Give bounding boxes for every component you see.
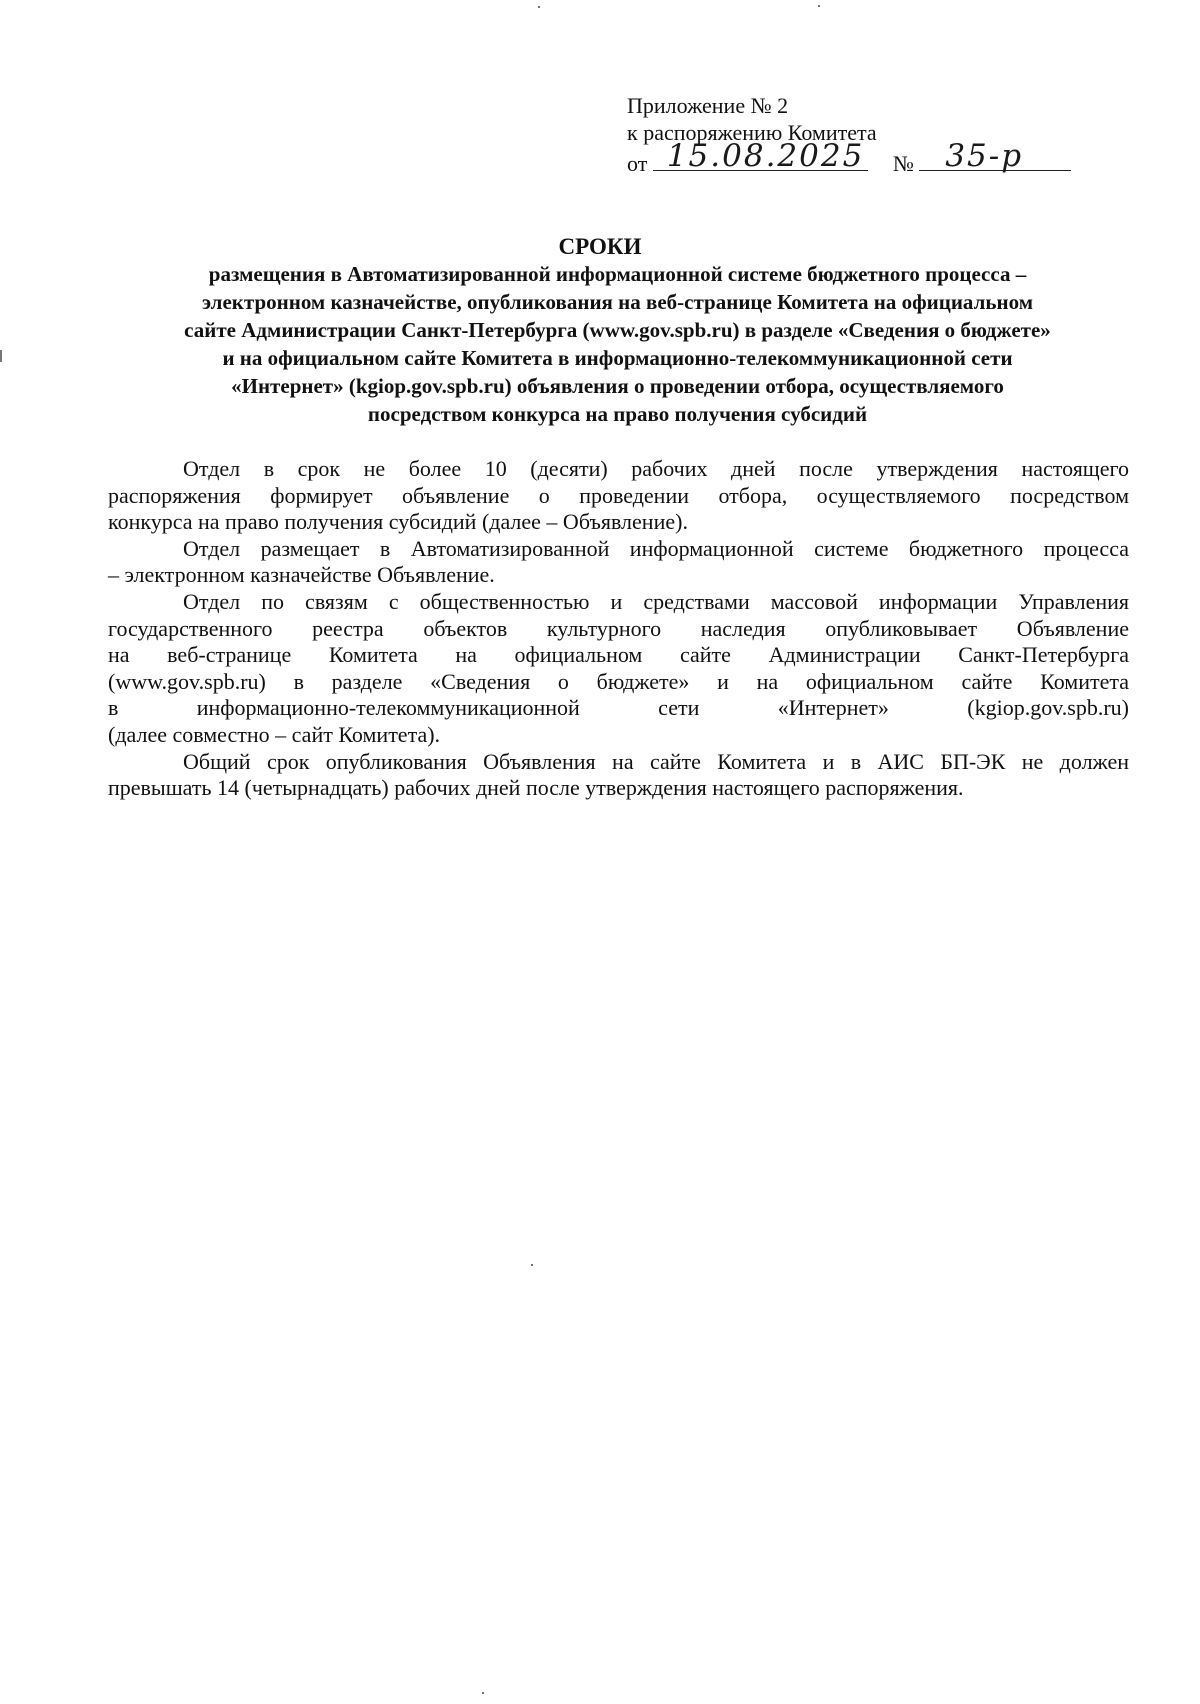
paragraph-line: Отдел в срок не более 10 (десяти) рабочих дней после утверждения настоящего [183,456,1129,481]
subtitle-line: сайте Администрации Санкт-Петербурга (www.gov.spb.ru) в разделе «Сведения о бюджете» [184,318,1051,342]
appendix-number: Приложение № 2 [627,93,789,118]
paragraph-line: превышать 14 (четырнадцать) рабочих дней после утверждения настоящего распоряжения. [108,775,964,801]
handwritten-number: 35-р [945,138,1024,174]
paragraph-placement [108,536,1129,589]
appendix-header [627,92,1097,177]
document-subtitle [100,260,1135,428]
date-prefix: от [627,151,648,176]
paragraph-line: (www.gov.spb.ru) в разделе «Сведения о бюджете» и на официальном сайте Комитета [108,668,1129,694]
paragraph-line: Отдел размещает в Автоматизированной информационной системе бюджетного процесса [183,535,1129,561]
appendix-reference: к распоряжению Комитета [627,120,877,145]
paragraph-deadline [108,749,1129,802]
document-title: СРОКИ [558,234,642,259]
subtitle-line: размещения в Автоматизированной информационной системе бюджетного процесса – [208,262,1027,286]
scan-speck [538,6,540,8]
paragraph-publication [108,589,1129,749]
subtitle-line: «Интернет» (kgiop.gov.spb.ru) объявления о проведении отбора, осуществляемого [231,374,1004,398]
scan-edge-mark [0,350,2,362]
date-field [653,138,868,174]
paragraph-line: распоряжения формирует объявление о проведении отбора, осуществляемого посредством [108,482,1129,508]
subtitle-line: электронном казначействе, опубликования на веб-странице Комитета на официальном [201,290,1034,314]
paragraph-line: на веб-странице Комитета на официальном сайте Администрации Санкт-Петербурга [108,642,1129,668]
paragraph-line: конкурса на право получения субсидий (далее – Объявление). [108,509,688,535]
paragraph-preparation [108,456,1129,536]
subtitle-line: и на официальном сайте Комитета в информационно-телекоммуникационной сети [222,346,1013,370]
document-body [108,456,1129,802]
number-prefix: № [892,151,914,176]
scan-speck [818,5,820,7]
paragraph-line: в информационно-телекоммуникационной сети «Интернет» (kgiop.gov.spb.ru) [108,695,1129,721]
paragraph-line: Отдел по связям с общественностью и средствами массовой информации Управления [183,588,1129,614]
scan-speck [531,1264,533,1266]
paragraph-line: государственного реестра объектов культурного наследия опубликовывает Объявление [108,615,1129,641]
number-field [919,138,1071,174]
handwritten-date: 15.08.2025 [666,138,865,174]
paragraph-line: Общий срок опубликования Объявления на сайте Комитета и в АИС БП-ЭК не должен [183,748,1129,774]
paragraph-line: (далее совместно – сайт Комитета). [108,721,441,747]
appendix-date-number-line [627,138,1097,177]
scan-speck [482,1692,484,1694]
subtitle-line: посредством конкурса на право получения субсидий [367,402,868,426]
paragraph-line: – электронном казначействе Объявление. [108,562,495,588]
